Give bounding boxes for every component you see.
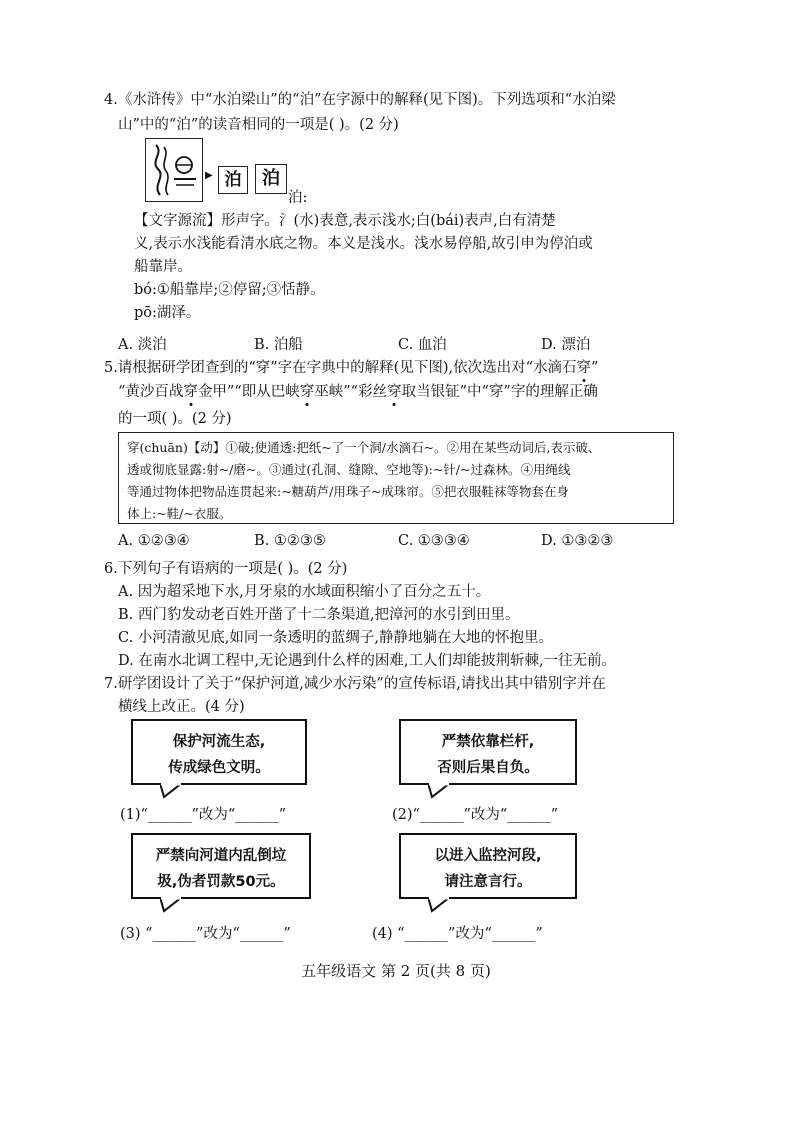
q5-stem-line3: 的一项( )。(2 分) — [118, 411, 232, 427]
dictionary-entry-box — [118, 432, 674, 524]
slogan-card-2 — [399, 719, 577, 785]
q7-stem-line1: 7.研学团设计了关于“保护河道,减少水污染”的宣传标语,请找出其中错别字并在 — [104, 676, 606, 692]
card1-tail — [160, 783, 190, 799]
slogan-card-1 — [131, 719, 307, 785]
q4-origin-line3: 船靠岸。 — [134, 259, 192, 275]
q5-stem-line2: “黄沙百战穿金甲”“即从巴峡穿巫峡”“彩丝穿取当银钲”中“穿”字的理解正确 — [118, 380, 598, 401]
q7-stem-line2: 横线上改正。(4 分) — [118, 699, 245, 715]
dict-line1: 穿(chuān)【动】①破;使通透:把纸~了一个洞/水滴石~。②用在某些动词后,表示破、 — [127, 440, 601, 455]
q4-origin-line1: 【文字源流】形声字。氵(水)表意,表示浅水;白(bái)表声,白有清楚 — [134, 213, 556, 229]
q5-stem-line1: 5.请根据研学团查到的“穿”字在字典中的解释(见下图),依次选出对“水滴石穿” — [104, 356, 598, 377]
dict-line3: 等通过物体把物品连贯起来:~糖葫芦/用珠子~成珠帘。⑤把衣服鞋袜等物套在身 — [127, 484, 569, 499]
ancient-water-glyph-icon — [146, 139, 202, 201]
q5-option-b[interactable]: B. ①②③⑤ — [254, 533, 326, 549]
card4-line1: 以进入监控河段, — [434, 848, 542, 864]
card3-tail — [160, 897, 190, 913]
q4-option-c[interactable]: C. 血泊 — [398, 337, 447, 353]
arrow-right-icon: ▶ — [205, 170, 213, 181]
page-footer: 五年级语文 第 2 页(共 8 页) — [301, 962, 491, 980]
q7-answer-3[interactable]: (3) “______”改为“______” — [120, 926, 291, 942]
q6-option-d[interactable]: D. 在南水北调工程中,无论遇到什么样的困难,工人们却能披荆斩棘,一往无前。 — [118, 653, 617, 669]
q7-answer-1[interactable]: (1)“______”改为“______” — [120, 807, 287, 823]
card1-line1: 保护河流生态, — [172, 734, 266, 750]
q6-option-b[interactable]: B. 西门豹发动老百姓开凿了十二条渠道,把漳河的水引到田里。 — [118, 607, 520, 623]
card3-line1: 严禁向河道内乱倒垃 — [155, 848, 287, 864]
q5-option-d[interactable]: D. ①③②③ — [541, 533, 614, 549]
card2-tail — [428, 783, 458, 799]
q4-stem-line1: 4.《水浒传》中“水泊梁山”的“泊”在字源中的解释(见下图)。下列选项和“水泊梁 — [104, 92, 616, 108]
q7-answer-4[interactable]: (4) “______”改为“______” — [372, 926, 543, 942]
q7-answer-2[interactable]: (2)“______”改为“______” — [392, 807, 559, 823]
slogan-card-3 — [131, 833, 311, 899]
card2-line2: 否则后果自负。 — [437, 760, 539, 776]
dict-line2: 透或彻底显露:射~/磨~。③通过(孔洞、缝隙、空地等):~针/~过森林。④用绳线 — [127, 462, 571, 477]
q6-option-a[interactable]: A. 因为超采地下水,月牙泉的水域面积缩小了百分之五十。 — [118, 584, 491, 600]
q4-origin-line2: 义,表示水浅能看清水底之物。本义是浅水。浅水易停船,故引申为停泊或 — [134, 236, 593, 252]
slogan-card-4 — [399, 833, 577, 899]
ancient-glyph-image — [145, 138, 203, 202]
q6-option-c[interactable]: C. 小河清澈见底,如同一条透明的蓝绸子,静静地躺在大地的怀抱里。 — [118, 630, 554, 646]
q4-reading-po: pō:湖泽。 — [134, 305, 201, 321]
q5-option-c[interactable]: C. ①③③④ — [398, 533, 470, 549]
dict-line4: 体上:~鞋/~衣服。 — [127, 506, 232, 521]
q5-option-a[interactable]: A. ①②③④ — [118, 533, 190, 549]
q4-char-label: 泊: — [288, 190, 308, 206]
card4-tail — [428, 897, 458, 913]
q4-stem-line2: 山”中的“泊”的读音相同的一项是( )。(2 分) — [118, 117, 399, 133]
card2-line1: 严禁依靠栏杆, — [441, 734, 535, 750]
glyph-regular-script: 泊 — [255, 164, 287, 194]
q4-option-d[interactable]: D. 漂泊 — [541, 337, 591, 353]
q4-reading-bo: bó:①船靠岸;②停留;③恬静。 — [134, 282, 325, 298]
card4-line2: 请注意言行。 — [444, 874, 532, 890]
q4-option-a[interactable]: A. 淡泊 — [118, 337, 167, 353]
glyph-small-seal: 泊 — [218, 166, 248, 194]
q4-option-b[interactable]: B. 泊船 — [254, 337, 303, 353]
card3-line2: 圾,伪者罚款50元。 — [157, 874, 285, 890]
card1-line2: 传成绿色文明。 — [168, 760, 270, 776]
q6-stem: 6.下列句子有语病的一项是( )。(2 分) — [104, 561, 348, 577]
